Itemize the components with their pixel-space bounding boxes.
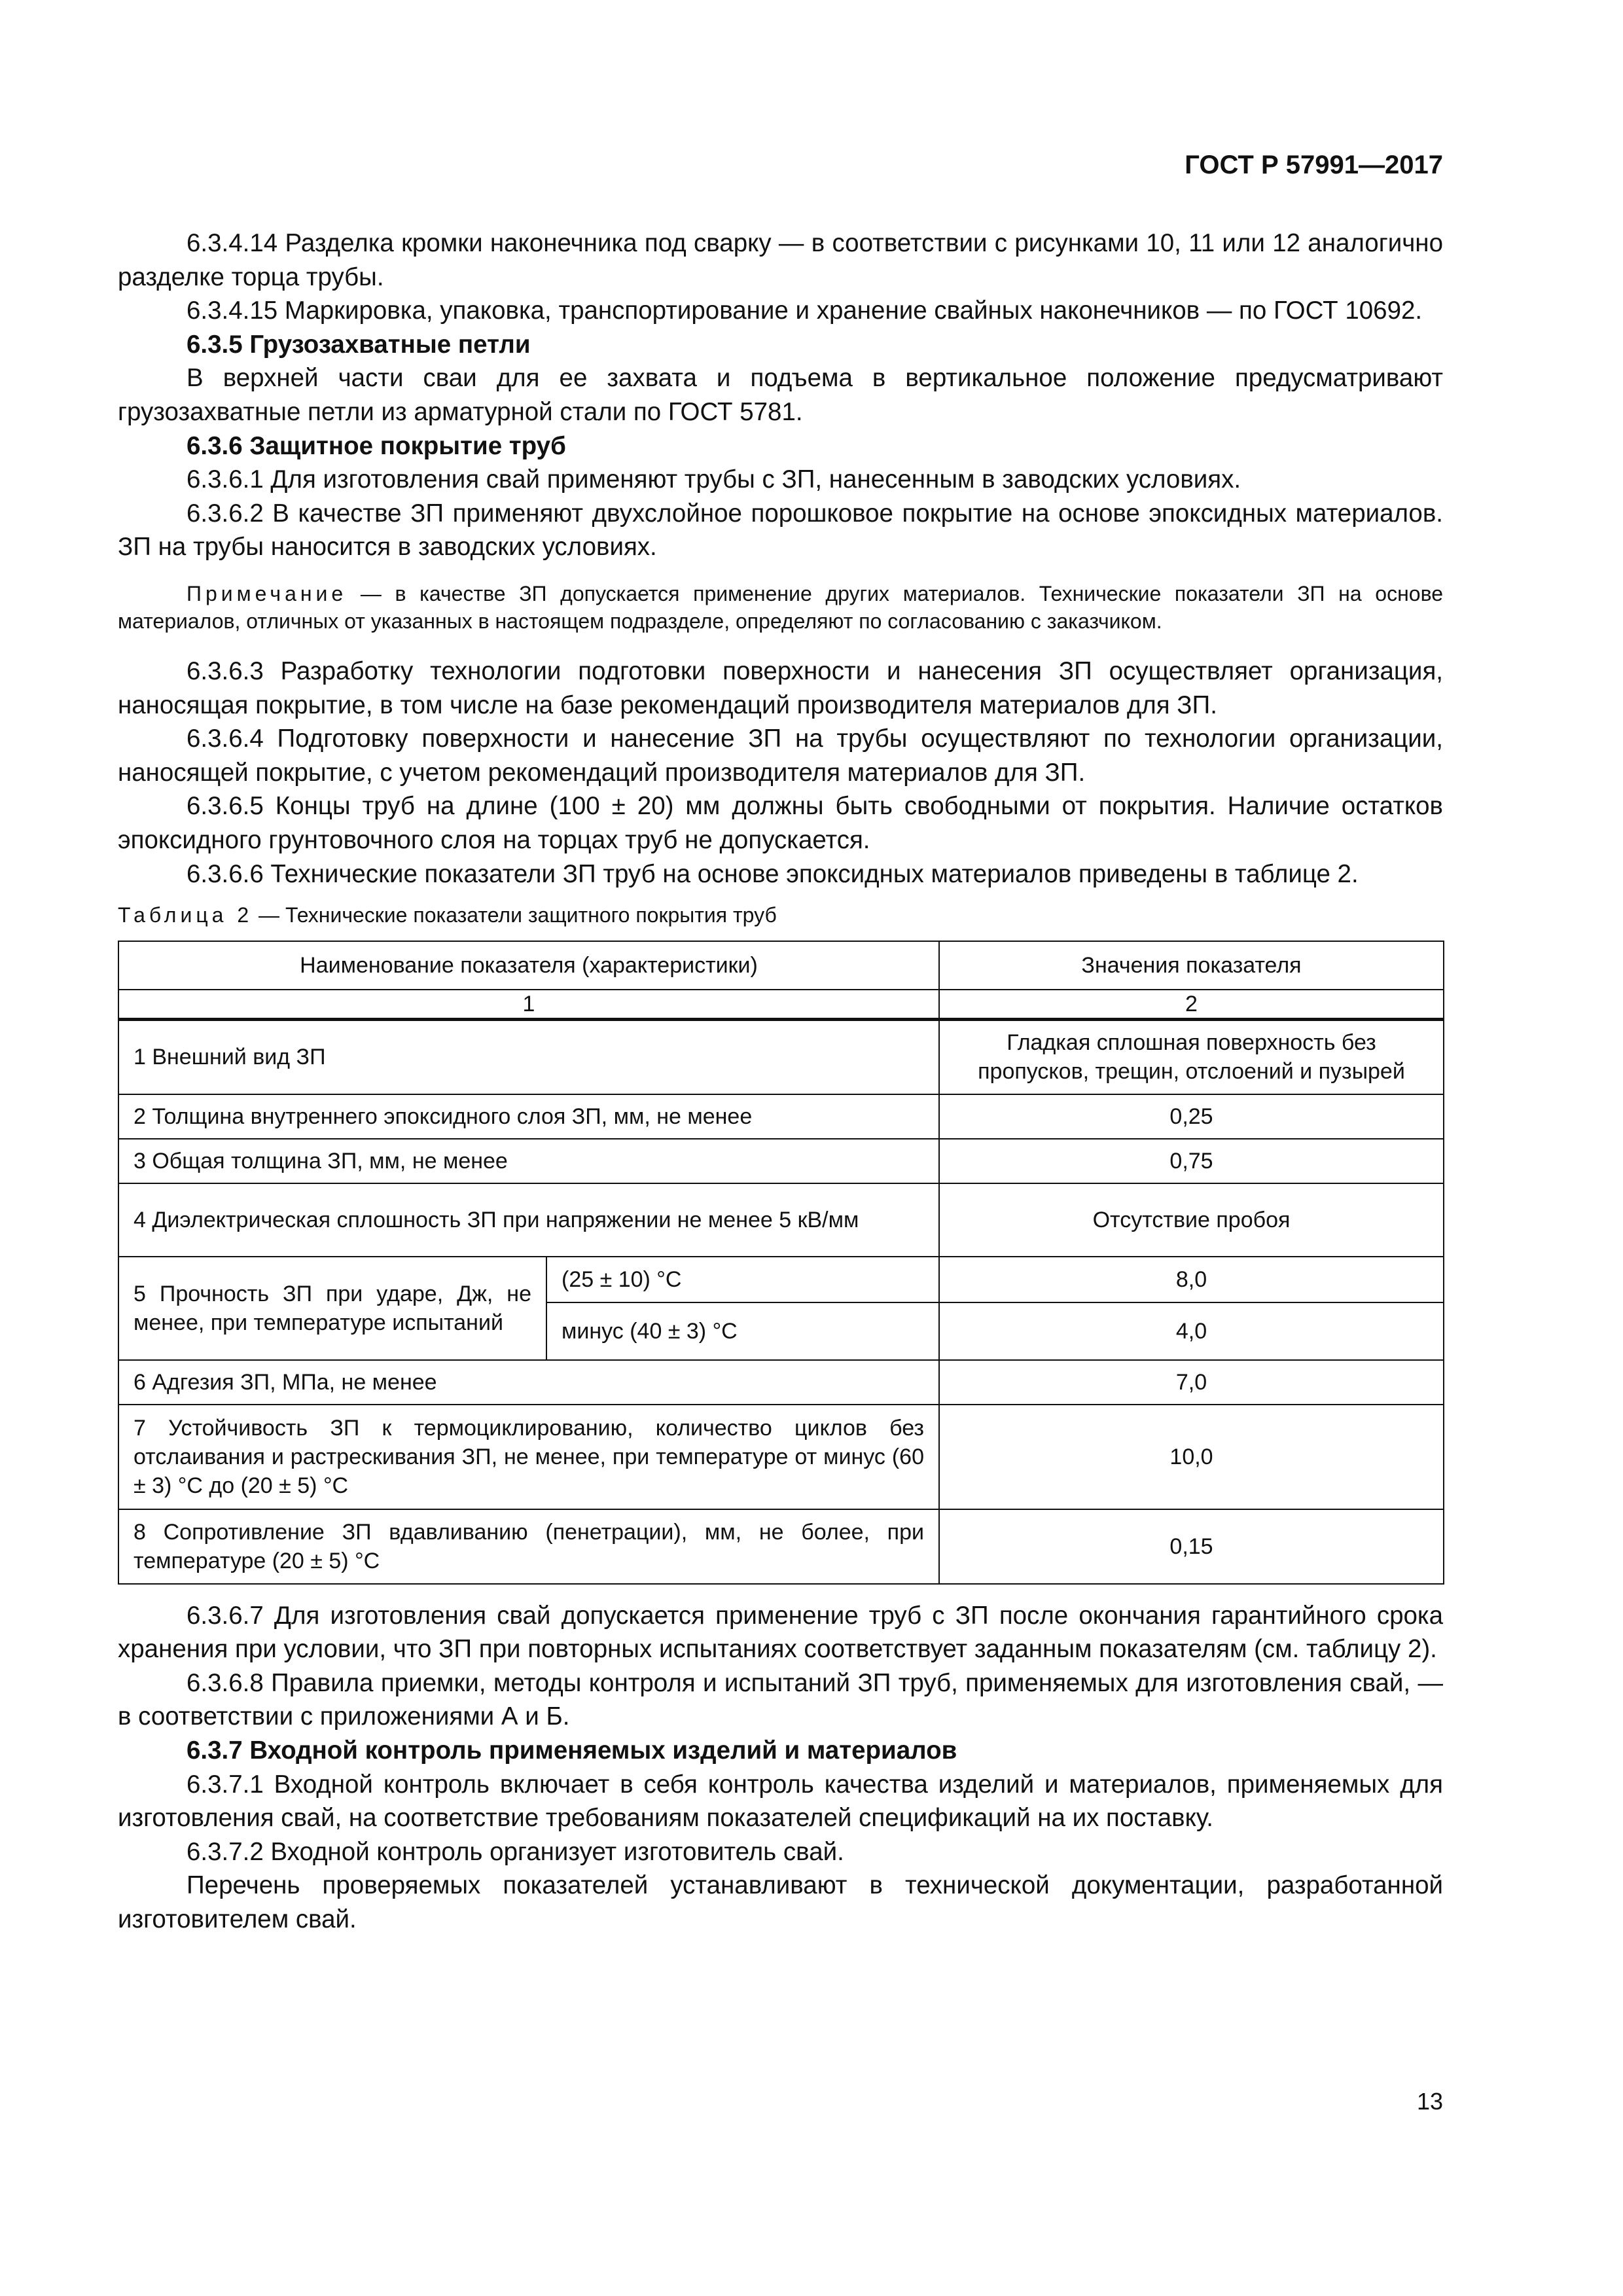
col-number-2: 2 [939, 990, 1444, 1020]
table-caption [118, 901, 1443, 929]
paragraph-6-3-6-1: 6.3.6.1 Для изготовления свай применяют трубы с ЗП, нанесенным в заводских условиях. [187, 465, 1241, 494]
table-caption-label: Таблица 2 [118, 903, 253, 927]
paragraph-6-3-6-7: 6.3.6.7 Для изготовления свай допускается применение труб с ЗП после окончания гарантийного срока хранения при условии, что ЗП при повторных испытаниях соответствует заданным показателям (см. таблицу 2). [118, 1601, 1443, 1664]
paragraph-6-3-7-1: 6.3.7.1 Входной контроль включает в себя контроль качества изделий и материалов, применяемых для изготовления свай, на соответствие требованиям показателей спецификаций на их поставку. [118, 1770, 1443, 1833]
table-number-row [118, 990, 1444, 1020]
note [118, 580, 1443, 635]
table-row [118, 1405, 1444, 1509]
header-name: Наименование показателя (характеристики) [118, 941, 939, 990]
paragraph-6-3-6-6: 6.3.6.6 Технические показатели ЗП труб на основе эпоксидных материалов приведены в таблице 2. [187, 859, 1359, 888]
table-row [118, 1360, 1444, 1405]
row7-value: 10,0 [939, 1405, 1444, 1509]
row4-name: 4 Диэлектрическая сплошность ЗП при напряжении не менее 5 кВ/мм [118, 1183, 939, 1257]
paragraph-indicators-list: Перечень проверяемых показателей устанавливают в технической документации, разработанной изготовителем свай. [118, 1871, 1443, 1933]
document-page [118, 0, 1443, 2296]
row7-name: 7 Устойчивость ЗП к термоциклированию, количество циклов без отслаивания и растрескивания ЗП, не менее, при температуре от минус (60 ± 3) °С до (20 ± 5) °С [118, 1405, 939, 1509]
paragraph-6-3-6-5: 6.3.6.5 Концы труб на длине (100 ± 20) мм должны быть свободными от покрытия. Наличие остатков эпоксидного грунтовочного слоя на торцах труб не допускается. [118, 792, 1443, 854]
page-number: 13 [1416, 2088, 1443, 2115]
table-header-row [118, 941, 1444, 990]
table-row [118, 1509, 1444, 1584]
table-row [118, 1094, 1444, 1139]
row3-value: 0,75 [939, 1139, 1444, 1183]
paragraph-6-3-4-15: 6.3.4.15 Маркировка, упаковка, транспортирование и хранение свайных наконечников — по ГОСТ 10692. [187, 296, 1423, 325]
row1-name: 1 Внешний вид ЗП [118, 1020, 939, 1094]
row8-value: 0,15 [939, 1509, 1444, 1584]
heading-6-3-7: 6.3.7 Входной контроль применяемых изделий и материалов [187, 1736, 957, 1765]
paragraph-6-3-6-4: 6.3.6.4 Подготовку поверхности и нанесение ЗП на трубы осуществляют по технологии организации, наносящей покрытие, с учетом рекомендаций производителя материалов для ЗП. [118, 725, 1443, 787]
paragraph-6-3-6-2: 6.3.6.2 В качестве ЗП применяют двухслойное порошковое покрытие на основе эпоксидных материалов. ЗП на трубы наносится в заводских условиях. [118, 499, 1443, 562]
col-number-1: 1 [118, 990, 939, 1020]
row2-name: 2 Толщина внутреннего эпоксидного слоя ЗП, мм, не менее [118, 1094, 939, 1139]
table-caption-text: — Технические показатели защитного покрытия труб [253, 903, 777, 927]
row5-sub2: минус (40 ± 3) °С [546, 1302, 939, 1360]
row6-value: 7,0 [939, 1360, 1444, 1405]
paragraph-6-3-7-2: 6.3.7.2 Входной контроль организует изготовитель свай. [187, 1837, 844, 1866]
table-row [118, 1020, 1444, 1094]
row5-name: 5 Прочность ЗП при ударе, Дж, не менее, при температуре испытаний [118, 1257, 546, 1360]
header-value: Значения показателя [939, 941, 1444, 990]
paragraph-6-3-6-3: 6.3.6.3 Разработку технологии подготовки поверхности и нанесения ЗП осуществляет организация, наносящая покрытие, в том числе на базе рекомендаций производителя материалов для ЗП. [118, 656, 1443, 719]
heading-6-3-6: 6.3.6 Защитное покрытие труб [187, 431, 566, 460]
row5-value1: 8,0 [939, 1257, 1444, 1302]
note-label: Примечание [187, 581, 348, 605]
paragraph-6-3-5: В верхней части сваи для ее захвата и подъема в вертикальное положение предусматривают грузозахватные петли из арматурной стали по ГОСТ 5781. [118, 364, 1443, 426]
document-body [118, 226, 1443, 1937]
row1-value: Гладкая сплошная поверхность без пропусков, трещин, отслоений и пузырей [939, 1020, 1444, 1094]
row2-value: 0,25 [939, 1094, 1444, 1139]
table-row [118, 1139, 1444, 1183]
row5-value2: 4,0 [939, 1302, 1444, 1360]
standard-header: ГОСТ Р 57991—2017 [1185, 151, 1443, 179]
row4-value: Отсутствие пробоя [939, 1183, 1444, 1257]
note-text: — в качестве ЗП допускается применение других материалов. Технические показатели ЗП на основе материалов, отличных от указанных в настоящем подразделе, определяют по согласованию с заказчиком. [118, 581, 1443, 633]
table-row [118, 1257, 1444, 1302]
row6-name: 6 Адгезия ЗП, МПа, не менее [118, 1360, 939, 1405]
heading-6-3-5: 6.3.5 Грузозахватные петли [187, 330, 531, 359]
paragraph-6-3-6-8: 6.3.6.8 Правила приемки, методы контроля и испытаний ЗП труб, применяемых для изготовления свай, — в соответствии с приложениями А и Б. [118, 1668, 1443, 1731]
paragraph-6-3-4-14: 6.3.4.14 Разделка кромки наконечника под сварку — в соответствии с рисунками 10, 11 или 12 аналогично разделке торца трубы. [118, 229, 1443, 291]
after-table-section [118, 1599, 1443, 1937]
table-row [118, 1183, 1444, 1257]
row5-sub1: (25 ± 10) °С [546, 1257, 939, 1302]
row3-name: 3 Общая толщина ЗП, мм, не менее [118, 1139, 939, 1183]
coating-parameters-table [118, 941, 1444, 1585]
row8-name: 8 Сопротивление ЗП вдавливанию (пенетрации), мм, не более, при температуре (20 ± 5) °С [118, 1509, 939, 1584]
